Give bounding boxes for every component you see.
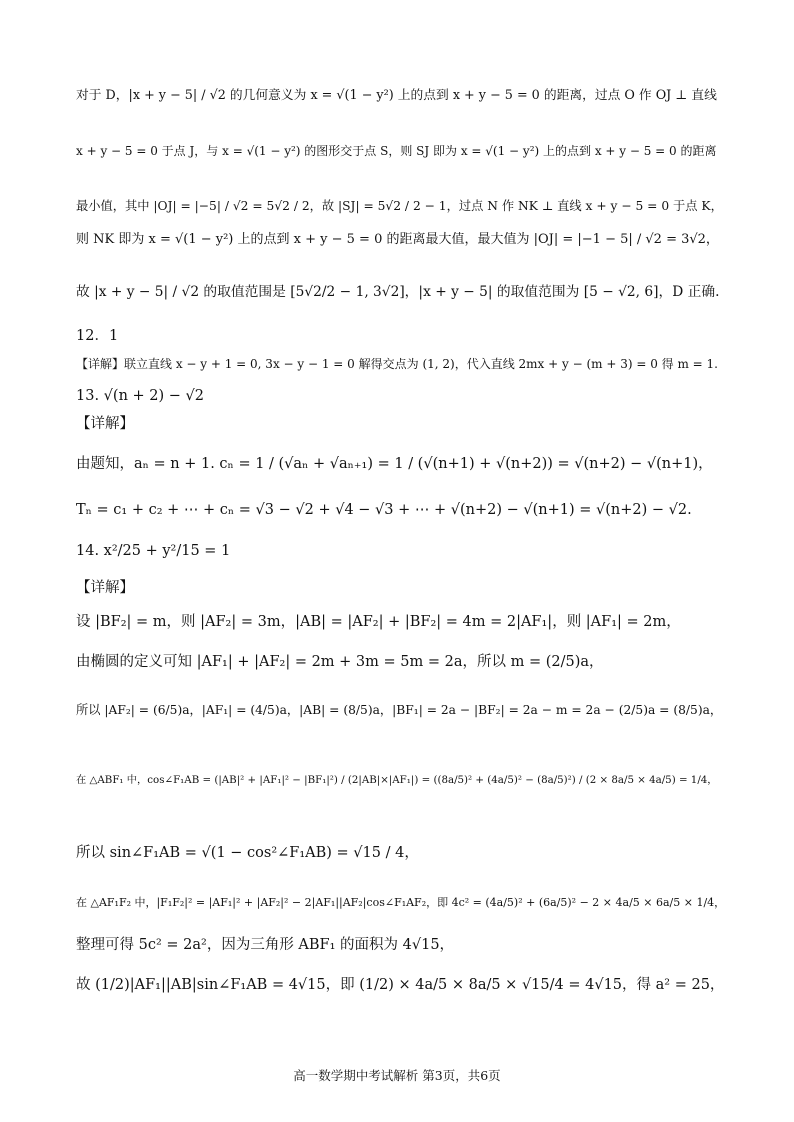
text-line-lengths: 所以 |AF₂| = (6/5)a，|AF₁| = (4/5)a，|AB| = (8/5)a，|BF₁| = 2a − |BF₂| = 2a − m = 2a − (2/5)a = (8/5)a，	[76, 703, 723, 717]
detail-12: 【详解】联立直线 x − y + 1 = 0, 3x − y − 1 = 0 解得交点为 (1, 2)，代入直线 2mx + y − (m + 3) = 0 得 m = 1.	[76, 357, 718, 371]
text-line-sin: 所以 sin∠F₁AB = √(1 − cos²∠F₁AB) = √15 / 4，	[76, 845, 419, 861]
text-line-a-squared: 故 (1/2)|AF₁||AB|sin∠F₁AB = 4√15，即 (1/2) × 4a/5 × 8a/5 × √15/4 = 4√15，得 a² = 25，	[76, 977, 725, 993]
text-line-4: 则 NK 即为 x = √(1 − y²) 上的点到 x + y − 5 = 0 的距离最大值，最大值为 |OJ| = |−1 − 5| / √2 = 3√2，	[76, 232, 719, 247]
page-footer: 高一数学期中考试解析 第3页，共6页	[293, 1068, 501, 1083]
text-line-cosine-law: 在 △AF₁F₂ 中，|F₁F₂|² = |AF₁|² + |AF₂|² − 2|AF₁||AF₂|cos∠F₁AF₂，即 4c² = (4a/5)² + (6a/5)² − 2 × 4a/5 × 6a/5 × 1/4，	[76, 896, 726, 909]
text-line-cn: 由题知，aₙ = n + 1. cₙ = 1 / (√aₙ + √aₙ₊₁) = 1 / (√(n+1) + √(n+2)) = √(n+2) − √(n+1)，	[76, 456, 713, 472]
text-line-3: 最小值，其中 |OJ| = |−5| / √2 = 5√2 / 2，故 |SJ| = 5√2 / 2 − 1，过点 N 作 NK ⊥ 直线 x + y − 5 = 0 于点 K，	[76, 199, 723, 213]
text-line-ellipse-def: 由椭圆的定义可知 |AF₁| + |AF₂| = 2m + 3m = 5m = 2a，所以 m = (2/5)a，	[76, 654, 604, 670]
text-line-1: 对于 D，|x + y − 5| / √2 的几何意义为 x = √(1 − y²) 上的点到 x + y − 5 = 0 的距离，过点 O 作 OJ ⊥ 直线	[76, 88, 717, 103]
text-line-5: 故 |x + y − 5| / √2 的取值范围是 [5√2/2 − 1, 3√2]，|x + y − 5| 的取值范围为 [5 − √2, 6]，D 正确.	[76, 284, 720, 300]
answer-13: 13. √(n + 2) − √2	[76, 388, 204, 404]
text-line-2: x + y − 5 = 0 于点 J，与 x = √(1 − y²) 的图形交于点 S，则 SJ 即为 x = √(1 − y²) 上的点到 x + y − 5 = 0 的距离	[76, 144, 717, 158]
text-line-area: 整理可得 5c² = 2a²，因为三角形 ABF₁ 的面积为 4√15，	[76, 937, 455, 953]
text-line-cos: 在 △ABF₁ 中，cos∠F₁AB = (|AB|² + |AF₁|² − |BF₁|²) / (2|AB|×|AF₁|) = ((8a/5)² + (4a/5)² − (8a/5)²) / (2 × 8a/5 × 4a/5) = 1/4，	[76, 774, 718, 786]
text-line-bf2: 设 |BF₂| = m，则 |AF₂| = 3m，|AB| = |AF₂| + |BF₂| = 4m = 2|AF₁|，则 |AF₁| = 2m，	[76, 614, 681, 630]
detail-heading-13: 【详解】	[76, 416, 134, 432]
text-line-tn: Tₙ = c₁ + c₂ + ⋯ + cₙ = √3 − √2 + √4 − √3 + ⋯ + √(n+2) − √(n+1) = √(n+2) − √2.	[76, 502, 692, 518]
answer-12: 12．1	[76, 328, 119, 344]
detail-heading-14: 【详解】	[76, 580, 134, 596]
answer-14: 14. x²/25 + y²/15 = 1	[76, 543, 231, 559]
